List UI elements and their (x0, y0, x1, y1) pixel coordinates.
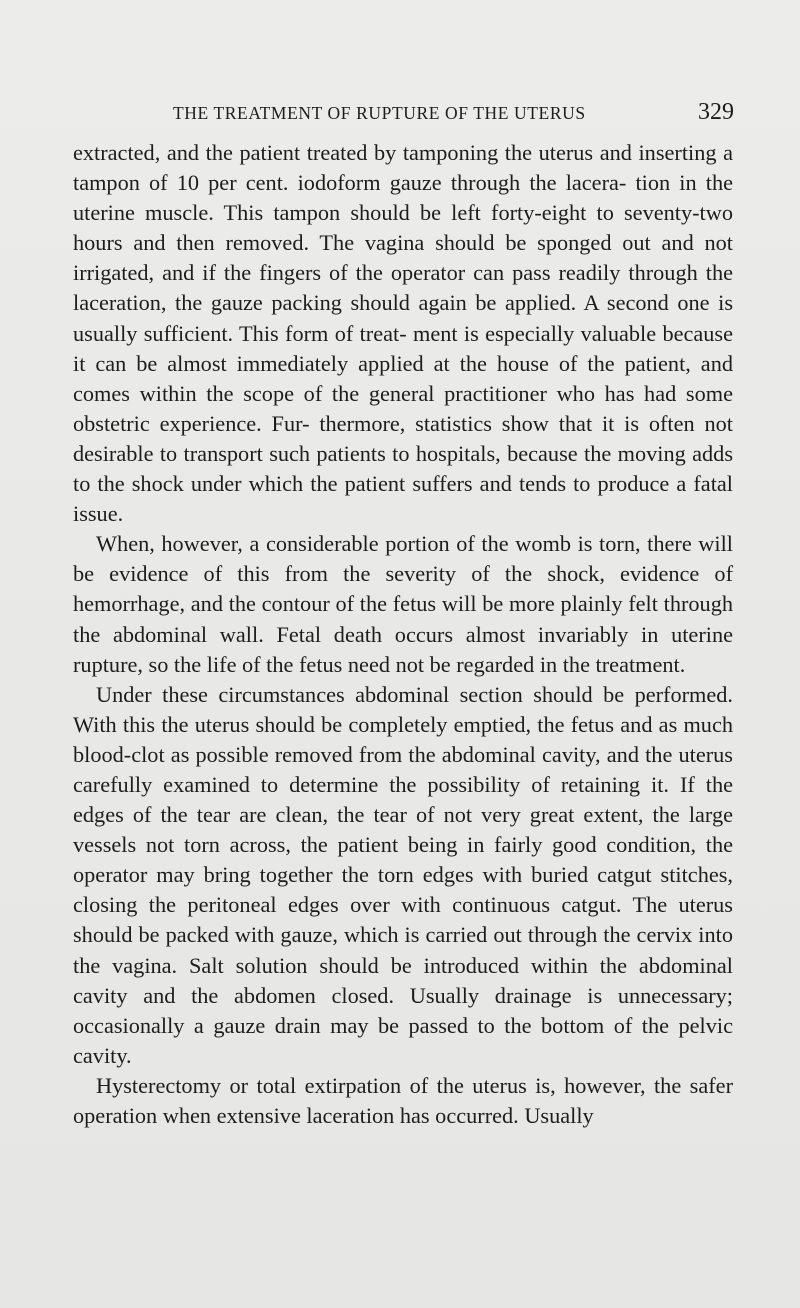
paragraph: Under these circumstances abdominal section should be performed. With this the uterus should be completely emptied, the fetus and as much blood-clot as possible removed from the abdominal cavity, and the uterus carefully examined to determine the possibility of retaining it. If the edges of the tear are clean, the tear of not very great extent, the large vessels not torn across, the patient being in fairly good condition, the operator may bring together the torn edges with buried catgut stitches, closing the peritoneal edges over with continuous catgut. The uterus should be packed with gauze, which is carried out through the cervix into the vagina. Salt solution should be introduced within the abdominal cavity and the abdomen closed. Usually drainage is unnecessary; occasionally a gauze drain may be passed to the bottom of the pelvic cavity. (73, 681, 733, 1068)
body-text (73, 138, 733, 1131)
paragraph: When, however, a considerable portion of the womb is torn, there will be evidence of this from the severity of the shock, evidence of hemorrhage, and the contour of the fetus will be more plainly felt through the abdominal wall. Fetal death occurs almost invariably in uterine rupture, so the life of the fetus need not be regarded in the treatment. (73, 531, 733, 677)
page-number: 329 (698, 99, 734, 125)
page-header (73, 99, 734, 129)
paragraph: Hysterectomy or total extirpation of the uterus is, however, the safer operation when extensive laceration has occurred. Usually (73, 1072, 733, 1128)
paragraph: extracted, and the patient treated by tamponing the uterus and inserting a tampon of 10 per cent. iodoform gauze through the lacera- tion in the uterine muscle. This tampon should be left forty-eight to seventy-two hours and then removed. The vagina should be sponged out and not irrigated, and if the fingers of the operator can pass readily through the laceration, the gauze packing should again be applied. A second one is usually sufficient. This form of treat- ment is especially valuable because it can be almost immediately applied at the house of the patient, and comes within the scope of the general practitioner who has had some obstetric experience. Fur- thermore, statistics show that it is often not desirable to transport such patients to hospitals, because the moving adds to the shock under which the patient suffers and tends to produce a fatal issue. (73, 140, 733, 527)
running-title: THE TREATMENT OF RUPTURE OF THE UTERUS (173, 103, 586, 123)
